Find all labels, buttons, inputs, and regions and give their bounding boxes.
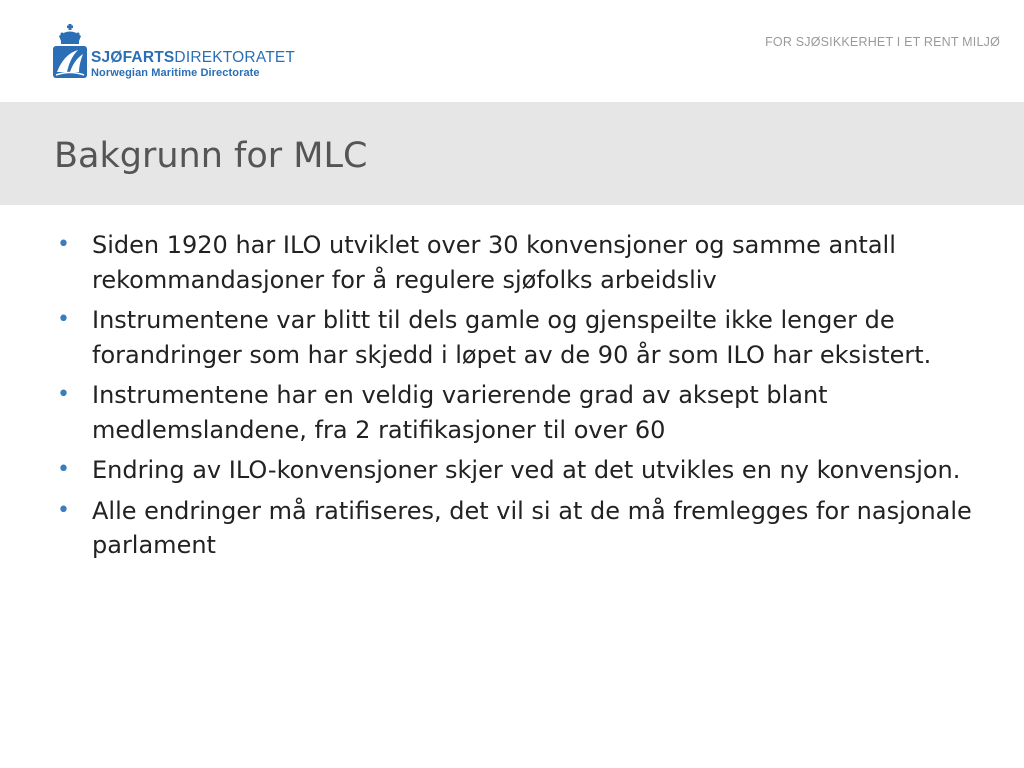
bullet-text: Siden 1920 har ILO utviklet over 30 konvensjoner og samme antall rekommandasjoner for å regulere sjøfolks arbeidsliv — [92, 231, 896, 294]
logo — [52, 24, 295, 80]
bullet-item — [56, 494, 976, 563]
bullet-item — [56, 378, 976, 447]
bullet-text: Alle endringer må ratifiseres, det vil si at de må fremlegges for nasjonale parlament — [92, 496, 972, 559]
bullet-item — [56, 453, 976, 488]
logo-title-bold: SJØFARTS — [91, 49, 175, 66]
tagline: FOR SJØSIKKERHET I ET RENT MILJØ — [765, 35, 1000, 49]
bullet-dot-icon: • — [57, 382, 70, 407]
bullet-text: Endring av ILO-konvensjoner skjer ved at det utvikles en ny konvensjon. — [92, 456, 961, 484]
bullet-item — [56, 228, 976, 297]
logo-subtitle: Norwegian Maritime Directorate — [91, 67, 260, 79]
bullet-item — [56, 303, 976, 372]
logo-title — [91, 49, 295, 66]
bullet-text: Instrumentene var blitt til dels gamle og gjenspeilte ikke lenger de forandringer som har skjedd i løpet av de 90 år som ILO har eksistert. — [92, 306, 932, 369]
slide-title: Bakgrunn for MLC — [54, 136, 368, 176]
logo-text — [91, 49, 295, 80]
bullet-dot-icon: • — [57, 497, 70, 523]
bullet-dot-icon: • — [57, 457, 70, 482]
crown-emblem-icon — [52, 24, 88, 80]
bullet-dot-icon: • — [57, 307, 70, 332]
bullet-text: Instrumentene har en veldig varierende grad av aksept blant medlemslandene, fra 2 ratifikasjoner til over 60 — [92, 381, 828, 444]
title-band — [0, 102, 1024, 205]
logo-title-regular: DIREKTORATET — [174, 49, 296, 66]
bullet-dot-icon: • — [57, 232, 70, 257]
bullet-list — [56, 228, 976, 569]
